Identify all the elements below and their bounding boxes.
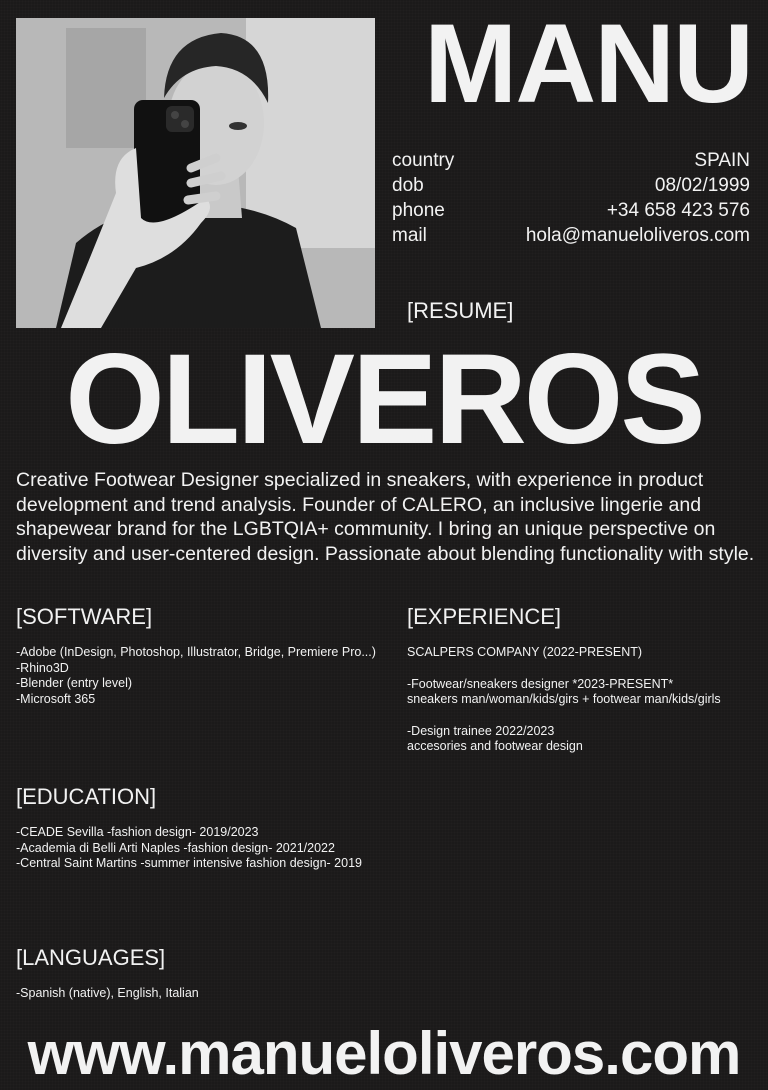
list-item: -Central Saint Martins -summer intensive fashion design- 2019 (16, 856, 362, 870)
list-item: -Microsoft 365 (16, 691, 96, 706)
info-row-phone (392, 198, 750, 223)
education-section (16, 783, 416, 872)
bio-paragraph: Creative Footwear Designer specialized in sneakers, with experience in product development and trend analysis. Founder of CALERO, an inclusive lingerie and shapewear brand for the LGBTQIA+ community. I bring an unique perspective on diversity and user-centered design. Passionate about blending functionality with style. (16, 469, 755, 565)
software-section (16, 603, 386, 707)
info-label: mail (392, 225, 427, 246)
info-value: SPAIN (694, 150, 750, 171)
info-row-country (392, 148, 750, 173)
info-value: +34 658 423 576 (606, 200, 750, 221)
software-list (16, 645, 386, 707)
list-item: -CEADE Sevilla -fashion design- 2019/2023 (16, 825, 259, 839)
list-item: -Academia di Belli Arti Naples -fashion design- 2021/2022 (16, 840, 335, 855)
resume-tag: [RESUME] (407, 298, 514, 323)
info-row-mail (392, 223, 750, 248)
company-name: SCALPERS COMPANY (2022-PRESENT) (407, 645, 643, 659)
info-value: 08/02/1999 (654, 175, 750, 196)
role-detail: sneakers man/woman/kids/girs + footwear man/kids/girls (407, 692, 721, 706)
list-item: -Rhino3D (16, 660, 69, 675)
list-item: -Spanish (native), English, Italian (16, 986, 199, 1000)
portrait-illustration (16, 18, 375, 328)
info-value: hola@manueloliveros.com (525, 225, 750, 246)
last-name-heading: OLIVEROS (65, 328, 703, 471)
experience-section (407, 603, 757, 755)
languages-list (16, 986, 416, 1002)
section-title: [LANGUAGES] (16, 945, 166, 970)
role-detail: accesories and footwear design (407, 739, 583, 753)
role-title: -Footwear/sneakers designer *2023-PRESENT* (407, 676, 674, 691)
role-title: -Design trainee 2022/2023 (407, 723, 555, 738)
info-label: phone (392, 200, 445, 221)
section-title: [EXPERIENCE] (407, 604, 562, 629)
info-row-dob (392, 173, 750, 198)
website-link[interactable]: www.manueloliveros.com (27, 1020, 741, 1087)
first-name-heading: MANU (424, 1, 752, 126)
education-list (16, 825, 416, 872)
personal-info (392, 148, 750, 248)
languages-section (16, 944, 416, 1002)
list-item: -Adobe (InDesign, Photoshop, Illustrator, Bridge, Premiere Pro...) (16, 645, 376, 659)
info-label: dob (392, 175, 424, 196)
profile-photo (16, 18, 375, 328)
experience-list (407, 645, 757, 755)
section-title: [EDUCATION] (16, 784, 157, 809)
info-label: country (392, 150, 455, 171)
list-item: -Blender (entry level) (16, 676, 133, 690)
section-title: [SOFTWARE] (16, 604, 153, 629)
